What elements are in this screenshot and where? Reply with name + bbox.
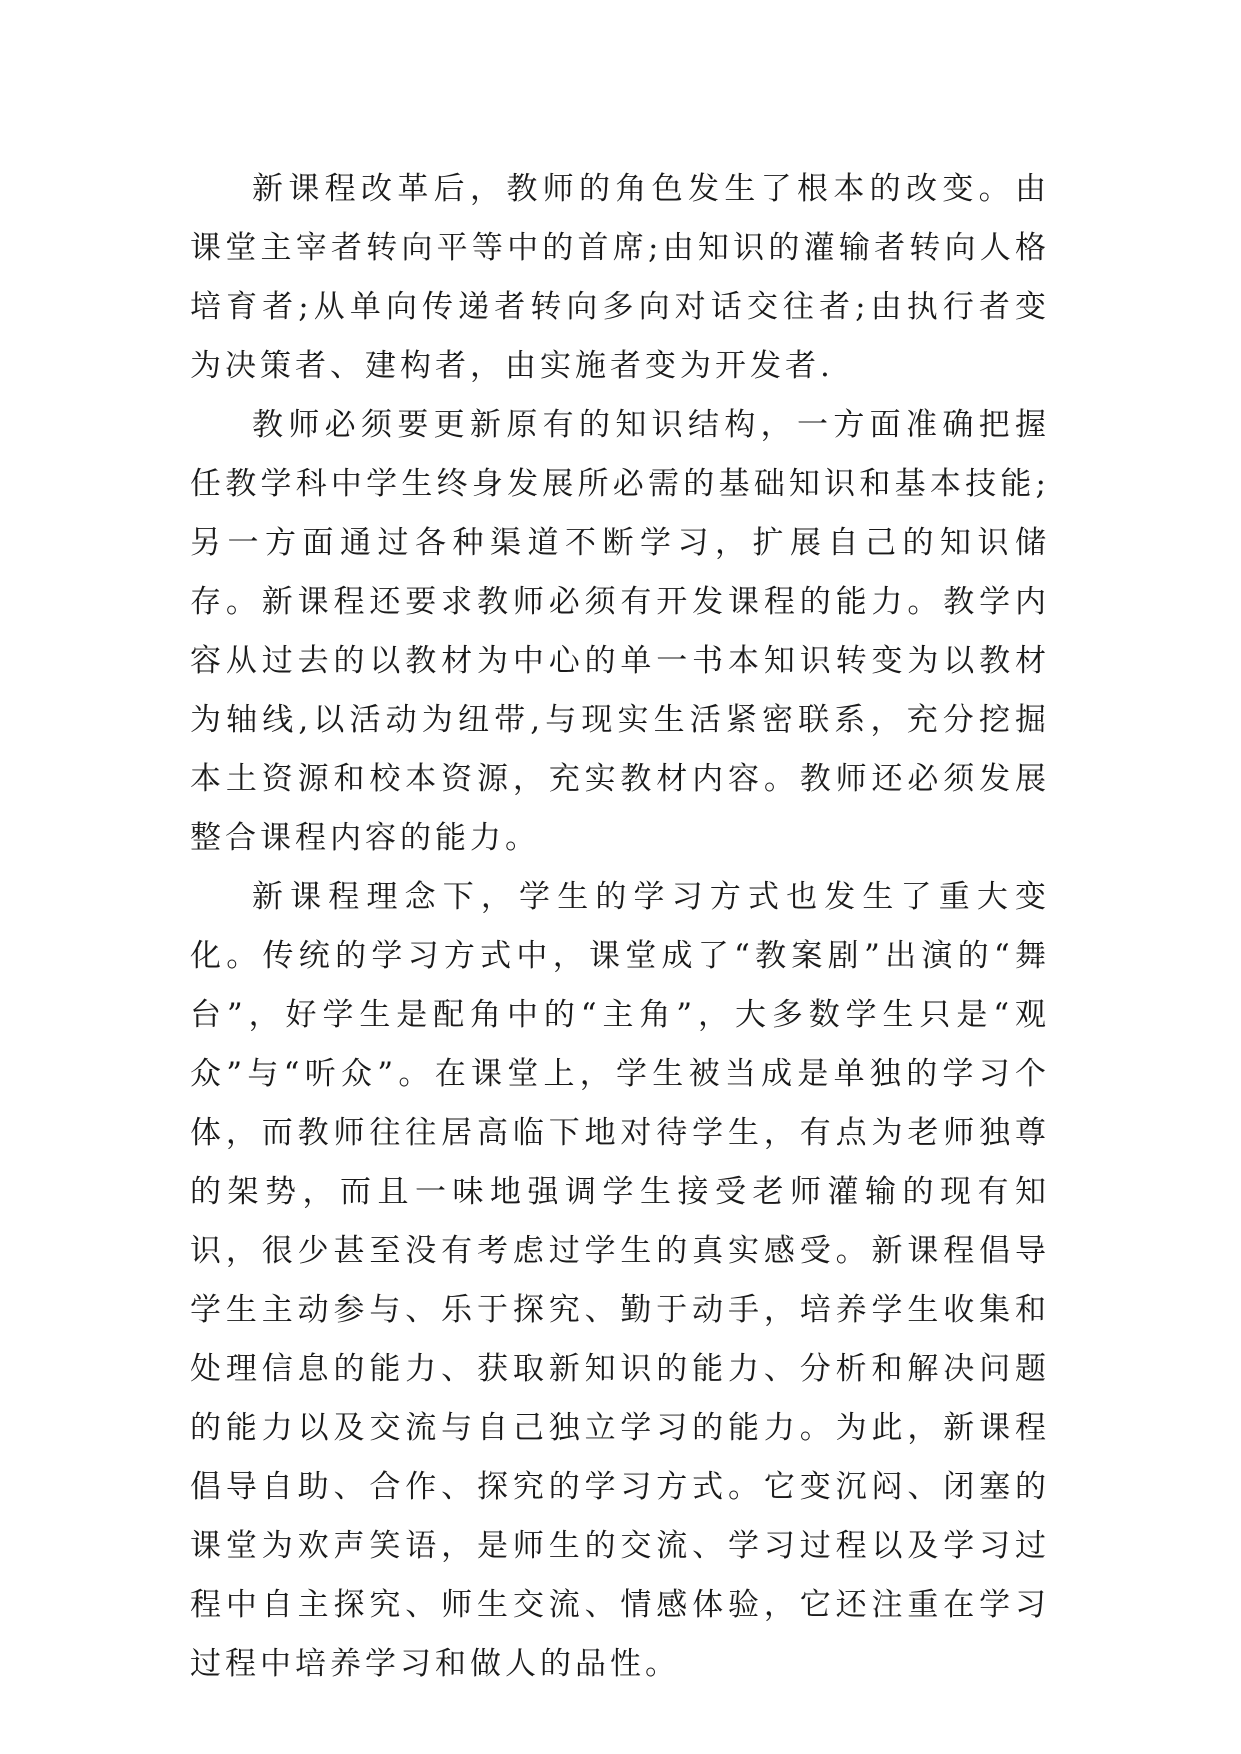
paragraph-knowledge-structure: 教师必须要更新原有的知识结构，一方面准确把握任教学科中学生终身发展所必需的基础知识和基本技能;另一方面通过各种渠道不断学习，扩展自己的知识储存。新课程还要求教师必须有开发课程的能力。教学内容从过去的以教材为中心的单一书本知识转变为以教材为轴线,以活动为纽带,与现实生活紧密联系，充分挖掘本土资源和校本资源，充实教材内容。教师还必须发展整合课程内容的能力。 bbox=[190, 407, 1050, 856]
paragraph-teacher-role: 新课程改革后，教师的角色发生了根本的改变。由课堂主宰者转向平等中的首席;由知识的灌输者转向人格培育者;从单向传递者转向多向对话交往者;由执行者变为决策者、建构者，由实施者变为开发者. bbox=[190, 171, 1050, 384]
document-body bbox=[190, 160, 1050, 1694]
paragraph-learning-style: 新课程理念下，学生的学习方式也发生了重大变化。传统的学习方式中，课堂成了“教案剧”出演的“舞台”，好学生是配角中的“主角”，大多数学生只是“观众”与“听众”。在课堂上，学生被当成是单独的学习个体，而教师往往居高临下地对待学生，有点为老师独尊的架势，而且一味地强调学生接受老师灌输的现有知识，很少甚至没有考虑过学生的真实感受。新课程倡导学生主动参与、乐于探究、勤于动手，培养学生收集和处理信息的能力、获取新知识的能力、分析和解决问题的能力以及交流与自己独立学习的能力。为此，新课程倡导自助、合作、探究的学习方式。它变沉闷、闭塞的课堂为欢声笑语，是师生的交流、学习过程以及学习过程中自主探究、师生交流、情感体验，它还注重在学习过程中培养学习和做人的品性。 bbox=[190, 879, 1050, 1682]
